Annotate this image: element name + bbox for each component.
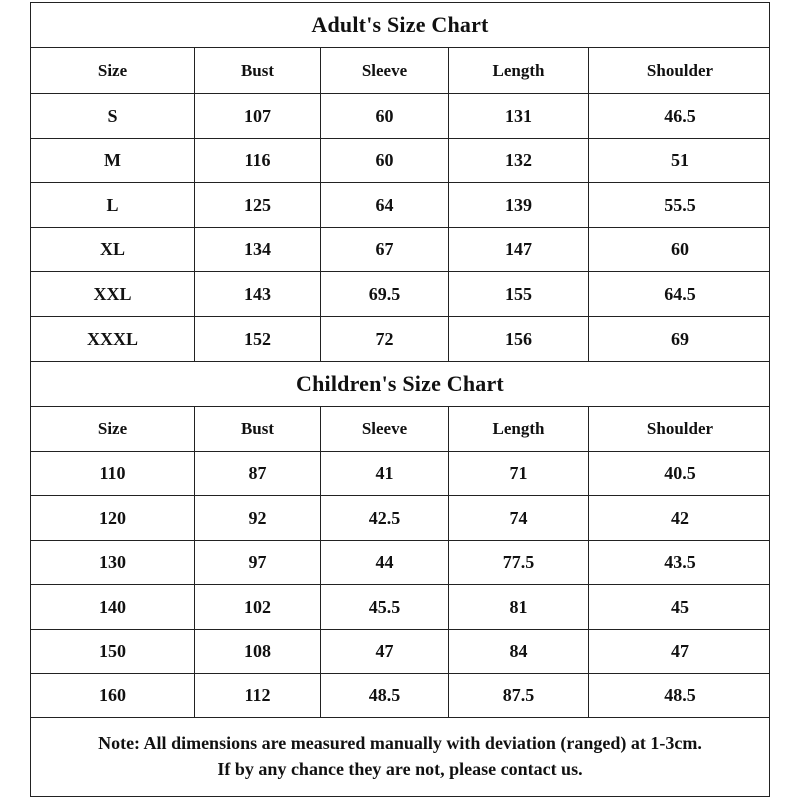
shoulder-cell: 42 xyxy=(588,496,771,540)
bust-cell: 134 xyxy=(194,228,320,271)
sleeve-cell: 42.5 xyxy=(320,496,448,540)
bust-cell: 102 xyxy=(194,585,320,629)
bust-cell: 87 xyxy=(194,452,320,495)
children-header-bust: Bust xyxy=(194,407,320,451)
children-chart-title: Children's Size Chart xyxy=(296,371,504,396)
shoulder-cell: 55.5 xyxy=(588,183,771,227)
size-cell: 110 xyxy=(99,463,126,483)
sleeve-cell: 44 xyxy=(320,541,448,584)
sleeve-cell: 47 xyxy=(320,630,448,673)
bust-cell: 112 xyxy=(194,674,320,717)
sleeve-cell: 72 xyxy=(320,317,448,361)
table-row xyxy=(31,674,769,718)
shoulder-cell: 51 xyxy=(588,139,771,182)
size-cell: XXXL xyxy=(86,328,138,349)
children-title-row xyxy=(31,362,769,407)
sleeve-cell: 67 xyxy=(320,228,448,271)
sleeve-cell: 64 xyxy=(320,183,448,227)
size-cell: XXL xyxy=(93,283,132,304)
table-row xyxy=(31,452,769,496)
length-cell: 156 xyxy=(448,317,588,361)
table-row xyxy=(31,272,769,317)
shoulder-cell: 69 xyxy=(588,317,771,361)
length-cell: 147 xyxy=(448,228,588,271)
children-header-sleeve: Sleeve xyxy=(320,407,448,451)
bust-cell: 125 xyxy=(194,183,320,227)
length-cell: 71 xyxy=(448,452,588,495)
adult-header-shoulder: Shoulder xyxy=(588,48,771,93)
sleeve-cell: 45.5 xyxy=(320,585,448,629)
bust-cell: 152 xyxy=(194,317,320,361)
adult-header-length: Length xyxy=(448,48,588,93)
length-cell: 155 xyxy=(448,272,588,316)
length-cell: 84 xyxy=(448,630,588,673)
shoulder-cell: 48.5 xyxy=(588,674,771,717)
table-row xyxy=(31,496,769,541)
adult-header-sleeve: Sleeve xyxy=(320,48,448,93)
sleeve-cell: 60 xyxy=(320,94,448,138)
shoulder-cell: 45 xyxy=(588,585,771,629)
bust-cell: 92 xyxy=(194,496,320,540)
note-line-1: Note: All dimensions are measured manually with deviation (ranged) at 1-3cm. xyxy=(98,733,702,753)
sleeve-cell: 48.5 xyxy=(320,674,448,717)
bust-cell: 108 xyxy=(194,630,320,673)
shoulder-cell: 47 xyxy=(588,630,771,673)
length-cell: 132 xyxy=(448,139,588,182)
children-header-length: Length xyxy=(448,407,588,451)
table-row xyxy=(31,585,769,630)
size-cell: L xyxy=(106,194,119,215)
table-row xyxy=(31,541,769,585)
length-cell: 139 xyxy=(448,183,588,227)
bust-cell: 97 xyxy=(194,541,320,584)
size-cell: 130 xyxy=(99,552,126,572)
length-cell: 81 xyxy=(448,585,588,629)
children-header-size: Size xyxy=(97,419,128,438)
length-cell: 131 xyxy=(448,94,588,138)
size-cell: 120 xyxy=(99,507,126,528)
length-cell: 74 xyxy=(448,496,588,540)
shoulder-cell: 40.5 xyxy=(588,452,771,495)
adult-header-row xyxy=(31,48,769,94)
size-cell: M xyxy=(104,150,121,170)
sleeve-cell: 60 xyxy=(320,139,448,182)
bust-cell: 116 xyxy=(194,139,320,182)
size-cell: S xyxy=(107,105,118,126)
children-header-row xyxy=(31,407,769,452)
table-row xyxy=(31,139,769,183)
adult-chart-title: Adult's Size Chart xyxy=(311,12,489,37)
size-cell: XL xyxy=(99,239,125,259)
adult-title-row xyxy=(31,3,769,48)
adult-header-bust: Bust xyxy=(194,48,320,93)
bust-cell: 143 xyxy=(194,272,320,316)
shoulder-cell: 60 xyxy=(588,228,771,271)
shoulder-cell: 46.5 xyxy=(588,94,771,138)
note-section xyxy=(31,716,769,796)
length-cell: 77.5 xyxy=(448,541,588,584)
sleeve-cell: 41 xyxy=(320,452,448,495)
table-row xyxy=(31,94,769,139)
shoulder-cell: 43.5 xyxy=(588,541,771,584)
children-header-shoulder: Shoulder xyxy=(588,407,771,451)
size-cell: 150 xyxy=(99,641,126,661)
length-cell: 87.5 xyxy=(448,674,588,717)
size-cell: 160 xyxy=(99,685,126,705)
table-row xyxy=(31,317,769,362)
size-chart xyxy=(30,2,770,797)
bust-cell: 107 xyxy=(194,94,320,138)
sleeve-cell: 69.5 xyxy=(320,272,448,316)
size-cell: 140 xyxy=(99,596,126,617)
adult-header-size: Size xyxy=(97,60,128,80)
table-row xyxy=(31,183,769,228)
table-row xyxy=(31,228,769,272)
note-line-2: If by any chance they are not, please contact us. xyxy=(217,759,583,779)
table-row xyxy=(31,630,769,674)
shoulder-cell: 64.5 xyxy=(588,272,771,316)
